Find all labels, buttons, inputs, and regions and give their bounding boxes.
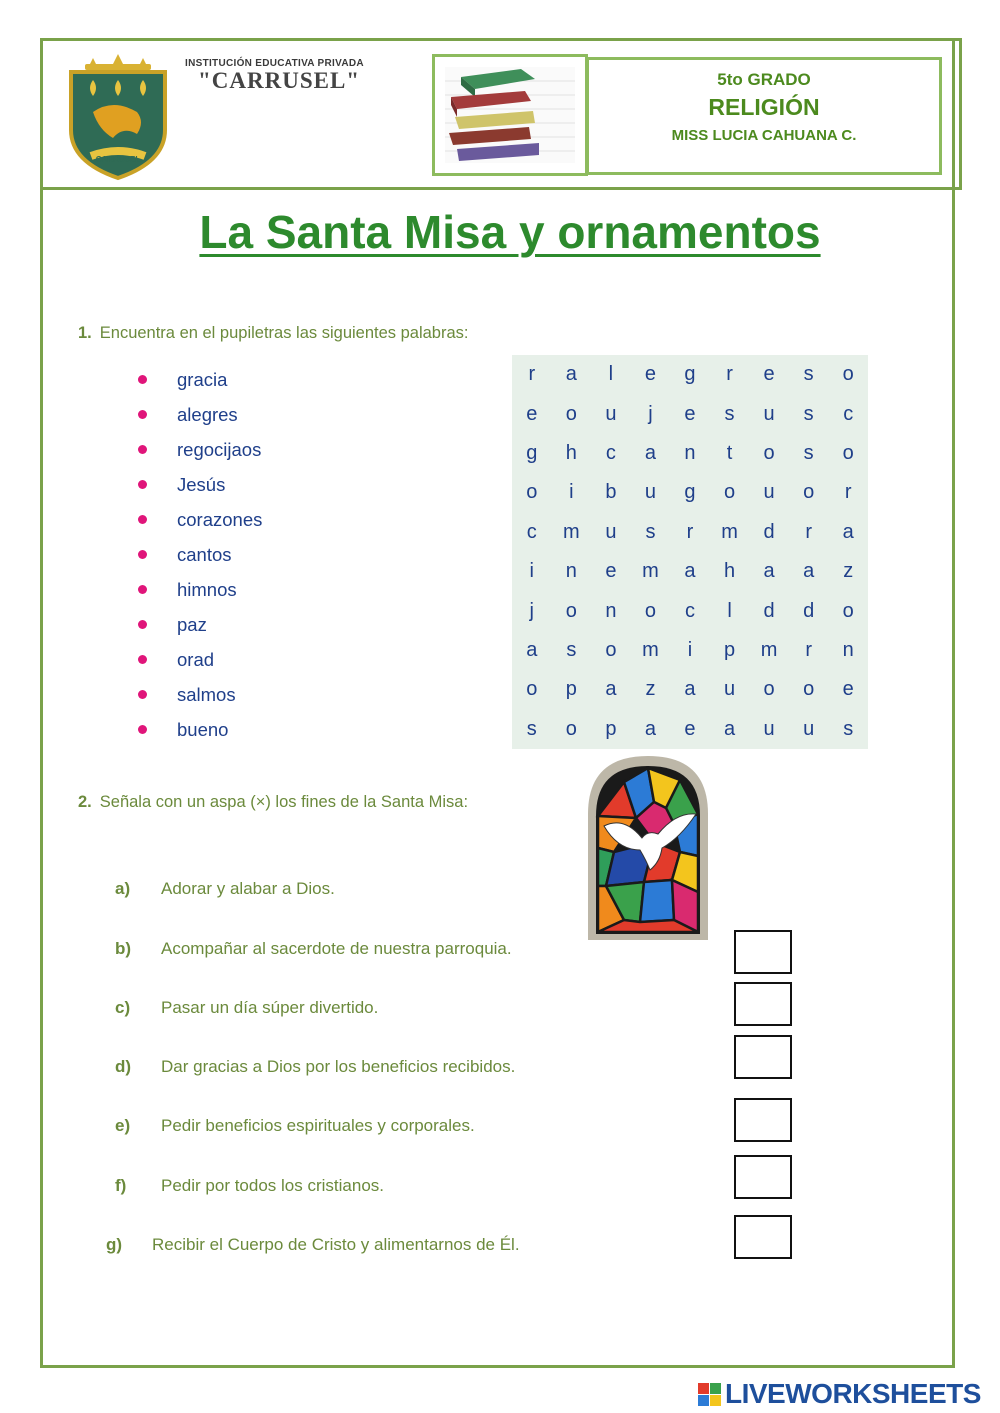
option-item (115, 1057, 515, 1077)
bullet-icon (138, 375, 147, 384)
grid-cell[interactable]: m (642, 638, 659, 661)
option-letter: g) (106, 1235, 123, 1254)
word-list-item (130, 712, 262, 747)
option-letter: d) (115, 1057, 132, 1076)
subject-label: RELIGIÓN (708, 94, 820, 120)
grid-cell[interactable]: i (529, 560, 534, 583)
grid-cell[interactable]: e (684, 717, 696, 740)
grid-cell[interactable]: r (844, 481, 852, 504)
grid-cell[interactable]: u (763, 481, 775, 504)
answer-checkbox[interactable] (734, 930, 792, 974)
word-list-item (130, 572, 262, 607)
option-item (115, 879, 335, 899)
option-item (115, 1176, 384, 1196)
question-1 (78, 324, 469, 343)
grid-cell[interactable]: u (605, 402, 617, 425)
option-item (106, 1235, 520, 1255)
books-icon (435, 57, 585, 173)
option-item (115, 1116, 475, 1136)
grid-cell[interactable]: o (763, 441, 775, 464)
answer-checkbox[interactable] (734, 1155, 792, 1199)
word-text: Jesús (177, 473, 226, 495)
grid-cell[interactable]: i (569, 481, 574, 504)
bullet-icon (138, 655, 147, 664)
grid-cell[interactable]: b (605, 481, 617, 504)
books-image-box (432, 54, 588, 176)
option-item (115, 939, 512, 959)
grid-cell[interactable]: o (605, 638, 617, 661)
option-text: Pasar un día súper divertido. (161, 998, 379, 1017)
grid-cell[interactable]: o (842, 599, 854, 622)
stained-glass-dove-image (584, 752, 712, 942)
grid-cell[interactable]: a (763, 560, 775, 583)
grid-cell[interactable]: g (684, 481, 696, 504)
grid-cell[interactable]: a (526, 638, 538, 661)
grid-cell[interactable]: z (645, 678, 656, 701)
grid-cell[interactable]: e (684, 402, 696, 425)
grid-cell[interactable]: c (684, 599, 695, 622)
option-text: Recibir el Cuerpo de Cristo y alimentarnos de Él. (152, 1235, 520, 1254)
option-text: Pedir por todos los cristianos. (161, 1176, 384, 1195)
grid-cell[interactable]: a (644, 441, 656, 464)
option-letter: b) (115, 939, 132, 958)
grid-cell[interactable]: o (565, 402, 577, 425)
grid-cell[interactable]: g (684, 363, 696, 386)
grid-cell[interactable]: t (726, 441, 733, 464)
grid-cell[interactable]: u (605, 520, 617, 543)
word-list-item (130, 607, 262, 642)
institution-type: INSTITUCIÓN EDUCATIVA PRIVADA (185, 58, 364, 69)
grid-cell[interactable]: o (842, 363, 854, 386)
footer-brand (698, 1378, 981, 1410)
word-list-item (130, 502, 262, 537)
word-list-item (130, 677, 262, 712)
grid-cell[interactable]: l (727, 599, 732, 622)
word-text: gracia (177, 368, 228, 390)
grid-cell[interactable]: r (686, 520, 694, 543)
grid-cell[interactable]: u (763, 402, 775, 425)
grid-cell[interactable]: o (526, 481, 538, 504)
word-list (130, 362, 262, 747)
grid-cell[interactable]: s (645, 520, 656, 543)
option-letter: a) (115, 879, 131, 898)
grid-cell[interactable]: o (803, 678, 815, 701)
grid-cell[interactable]: n (842, 638, 854, 661)
grid-cell[interactable]: m (760, 638, 778, 661)
grid-cell[interactable]: p (605, 717, 617, 740)
word-text: cantos (177, 543, 232, 565)
grid-cell[interactable]: m (642, 560, 659, 583)
answer-checkbox[interactable] (734, 982, 792, 1026)
word-text: himnos (177, 578, 237, 600)
option-text: Adorar y alabar a Dios. (161, 879, 335, 898)
grade-info-box (586, 57, 942, 175)
word-list-item (130, 432, 262, 467)
institution-name: "CARRUSEL" (198, 68, 361, 93)
answer-checkbox[interactable] (734, 1035, 792, 1079)
question-1-text: Encuentra en el pupiletras las siguientes palabras: (99, 324, 469, 342)
question-2-text: Señala con un aspa (×) los fines de la Santa Misa: (99, 793, 469, 811)
crest-text: CARRUSEL (95, 155, 141, 164)
grid-cell[interactable]: o (723, 481, 736, 504)
question-2 (78, 793, 468, 812)
grid-cell[interactable]: e (605, 560, 617, 583)
word-text: alegres (177, 403, 238, 425)
grid-cell[interactable]: o (565, 717, 577, 740)
grid-cell[interactable]: c (843, 402, 854, 425)
question-2-number: 2. (78, 793, 92, 811)
bullet-icon (138, 480, 147, 489)
grid-cell[interactable]: i (687, 638, 693, 661)
grid-cell[interactable]: z (843, 560, 854, 583)
grid-cell[interactable]: e (526, 402, 538, 425)
grid-cell[interactable]: s (843, 717, 854, 740)
word-search-grid (512, 355, 868, 749)
grid-cell[interactable]: a (842, 520, 854, 543)
grid-cell[interactable]: l (608, 363, 614, 386)
option-text: Dar gracias a Dios por los beneficios recibidos. (161, 1057, 516, 1076)
bullet-icon (138, 585, 147, 594)
word-text: orad (177, 648, 215, 670)
grid-cell[interactable]: r (805, 638, 812, 661)
word-text: salmos (177, 683, 236, 705)
grid-cell[interactable]: u (803, 717, 815, 740)
option-letter: c) (115, 998, 131, 1017)
bullet-icon (138, 410, 147, 419)
option-item (115, 998, 378, 1018)
grid-cell[interactable]: d (803, 599, 815, 622)
grid-cell[interactable]: s (803, 363, 814, 386)
word-list-item (130, 537, 262, 572)
grid-cell[interactable]: e (763, 363, 775, 386)
word-text: paz (177, 613, 207, 635)
grid-cell[interactable]: h (723, 560, 736, 583)
word-list-item (130, 362, 262, 397)
answer-checkbox[interactable] (734, 1098, 792, 1142)
footer-brand-text: LIVEWORKSHEETS (725, 1378, 981, 1409)
answer-checkbox[interactable] (734, 1215, 792, 1259)
grid-cell[interactable]: g (526, 441, 538, 464)
grid-cell[interactable]: c (605, 441, 616, 464)
grid-cell[interactable]: m (562, 520, 580, 543)
grid-cell[interactable]: m (721, 520, 738, 543)
word-list-item (130, 397, 262, 432)
liveworksheets-logo-icon (698, 1383, 721, 1406)
grid-cell[interactable]: a (565, 363, 577, 386)
grid-cell[interactable]: a (644, 717, 656, 740)
grid-cell[interactable]: j (529, 599, 534, 622)
grid-cell[interactable]: e (644, 363, 656, 386)
grid-cell[interactable]: u (763, 717, 775, 740)
grid-cell[interactable]: a (684, 678, 696, 701)
bullet-icon (138, 515, 147, 524)
grid-cell[interactable]: o (842, 441, 854, 464)
grid-cell[interactable]: p (723, 638, 736, 661)
grade-label: 5to GRADO (717, 70, 811, 89)
question-1-number: 1. (78, 324, 92, 342)
grid-cell[interactable]: o (803, 481, 815, 504)
page-title: La Santa Misa y ornamentos (199, 206, 821, 258)
grid-cell[interactable]: r (528, 363, 536, 386)
grid-cell[interactable]: a (684, 560, 696, 583)
school-crest-logo (63, 50, 173, 182)
grid-cell[interactable]: d (763, 599, 775, 622)
grid-cell[interactable]: s (724, 402, 735, 425)
word-text: regocijaos (177, 438, 262, 460)
word-list-item (130, 642, 262, 677)
bullet-icon (138, 620, 147, 629)
grid-cell[interactable]: o (763, 678, 775, 701)
grid-cell[interactable]: s (526, 717, 537, 740)
option-text: Pedir beneficios espirituales y corporales. (161, 1116, 475, 1135)
grid-cell[interactable]: j (648, 402, 653, 425)
bullet-icon (138, 690, 147, 699)
grid-cell[interactable]: e (842, 678, 854, 701)
grid-cell[interactable]: o (526, 678, 538, 701)
word-list-item (130, 467, 262, 502)
grid-cell[interactable]: u (644, 481, 656, 504)
bullet-icon (138, 550, 147, 559)
bullet-icon (138, 445, 147, 454)
grid-cell[interactable]: n (684, 441, 696, 464)
grid-cell[interactable]: o (644, 599, 656, 622)
grid-cell[interactable]: n (605, 599, 617, 622)
grid-cell[interactable]: a (723, 717, 736, 740)
grid-cell[interactable]: u (723, 678, 736, 701)
grid-cell[interactable]: r (805, 520, 812, 543)
grid-cell[interactable]: h (565, 441, 577, 464)
option-text: Acompañar al sacerdote de nuestra parroquia. (161, 939, 512, 958)
option-letter: e) (115, 1116, 131, 1135)
grid-cell[interactable]: s (803, 402, 814, 425)
word-text: bueno (177, 718, 229, 740)
grid-cell[interactable]: o (565, 599, 577, 622)
grid-cell[interactable]: a (803, 560, 815, 583)
option-letter: f) (115, 1176, 127, 1195)
grid-cell[interactable]: p (565, 678, 577, 701)
grid-cell[interactable]: s (566, 638, 577, 661)
grid-cell[interactable]: s (803, 441, 814, 464)
grid-cell[interactable]: n (565, 560, 577, 583)
grid-cell[interactable]: a (605, 678, 617, 701)
grid-cell[interactable]: c (526, 520, 537, 543)
teacher-label: MISS LUCIA CAHUANA C. (671, 127, 857, 144)
word-text: corazones (177, 508, 263, 530)
bullet-icon (138, 725, 147, 734)
grid-cell[interactable]: d (763, 520, 775, 543)
grid-cell[interactable]: r (726, 363, 733, 386)
